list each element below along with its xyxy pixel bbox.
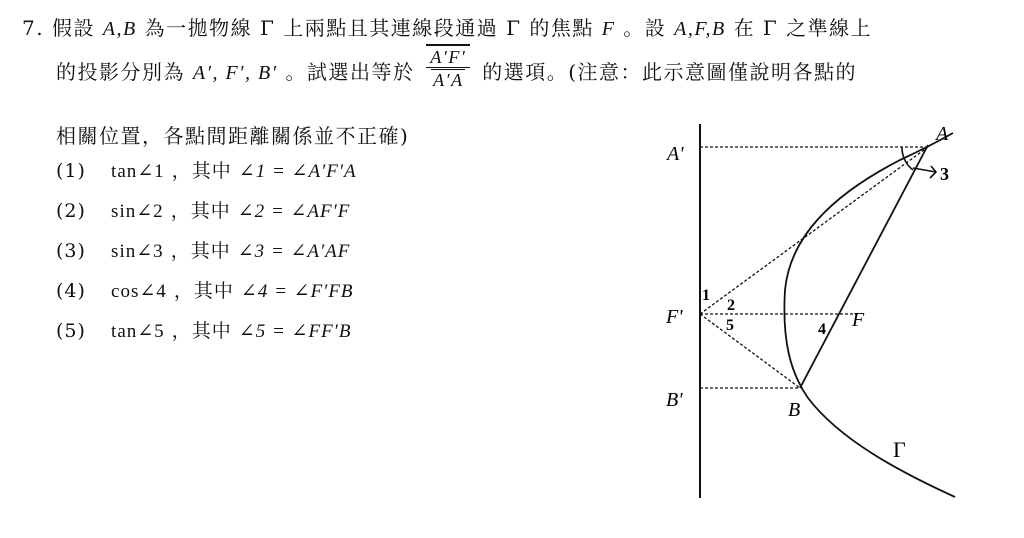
text-segment: 上兩點且其連線段通過: [283, 16, 499, 40]
fraction-denominator: A′A: [433, 70, 464, 90]
label-angle-1: 1: [702, 287, 710, 304]
option-number: (2): [56, 200, 86, 222]
question-number: 7.: [22, 16, 45, 40]
segment-fprime-a: [700, 147, 928, 314]
label-angle-4: 4: [818, 321, 826, 338]
label-a-prime: A': [667, 143, 684, 165]
option-text: ，其中: [170, 200, 231, 222]
option-equation: ∠3 = ∠A′AF: [237, 241, 351, 262]
option-equation: ∠4 = ∠F′FB: [240, 281, 354, 302]
option-function: tan∠5: [111, 321, 165, 342]
fraction-numerator: A′F′: [426, 47, 470, 68]
option-text: ，其中: [171, 320, 232, 342]
text-segment: 的投影分別為: [56, 59, 185, 84]
gamma-symbol: Γ: [762, 16, 779, 40]
projection-points: A′, F′, B′: [192, 61, 278, 84]
parabola-figure: [650, 118, 980, 508]
points-ab: A,B: [102, 18, 137, 40]
text-segment: 的選項。(注意：此示意圖僅說明各點的: [482, 59, 858, 84]
option-equation: ∠2 = ∠AF′F: [237, 201, 351, 222]
label-a: A: [936, 123, 949, 145]
text-segment: 為一拋物線: [144, 16, 253, 40]
option-1[interactable]: [56, 156, 357, 183]
option-equation: ∠5 = ∠FF′B: [238, 321, 352, 342]
option-3[interactable]: [56, 236, 350, 263]
question-line-1: [22, 12, 872, 41]
label-angle-2: 2: [727, 297, 735, 314]
angle-3-arrow: [913, 166, 936, 178]
parabola-curve: [784, 133, 955, 497]
text-segment: 的焦點: [529, 16, 594, 40]
text-segment: 相關位置，各點間距離關係並不正確): [56, 124, 410, 148]
text-segment: 在: [733, 16, 756, 40]
label-angle-5: 5: [726, 317, 734, 334]
text-segment: 之準線上: [786, 16, 873, 40]
gamma-symbol: Γ: [506, 16, 522, 40]
option-text: ，其中: [170, 240, 231, 262]
label-b: B: [788, 399, 801, 421]
points-afb: A,F,B: [674, 18, 726, 40]
option-5[interactable]: [56, 316, 351, 343]
label-f: F: [852, 309, 865, 331]
question-line-2: [56, 44, 857, 90]
label-f-prime: F': [666, 306, 683, 328]
label-angle-3: 3: [940, 164, 949, 184]
focus-f: F: [601, 18, 616, 40]
question-line-3: [56, 120, 409, 149]
option-function: tan∠1: [111, 161, 165, 182]
option-number: (5): [56, 320, 86, 342]
label-gamma: Γ: [893, 437, 906, 462]
label-b-prime: B': [666, 389, 683, 411]
option-2[interactable]: [56, 196, 350, 223]
option-text: ，其中: [173, 280, 234, 302]
option-function: cos∠4: [111, 281, 167, 302]
text-segment: 假設: [51, 16, 95, 40]
option-number: (4): [56, 280, 86, 302]
text-segment: 。設: [623, 16, 667, 40]
text-segment: 。試選出等於: [285, 59, 415, 84]
option-4[interactable]: [56, 276, 354, 303]
ratio-fraction: [426, 44, 470, 90]
option-text: ，其中: [171, 160, 232, 182]
option-function: sin∠2: [111, 201, 164, 222]
option-number: (1): [56, 160, 86, 182]
option-number: (3): [56, 240, 86, 262]
option-function: sin∠3: [111, 241, 164, 262]
gamma-symbol: Γ: [259, 16, 276, 40]
option-equation: ∠1 = ∠A′F′A: [238, 161, 357, 182]
